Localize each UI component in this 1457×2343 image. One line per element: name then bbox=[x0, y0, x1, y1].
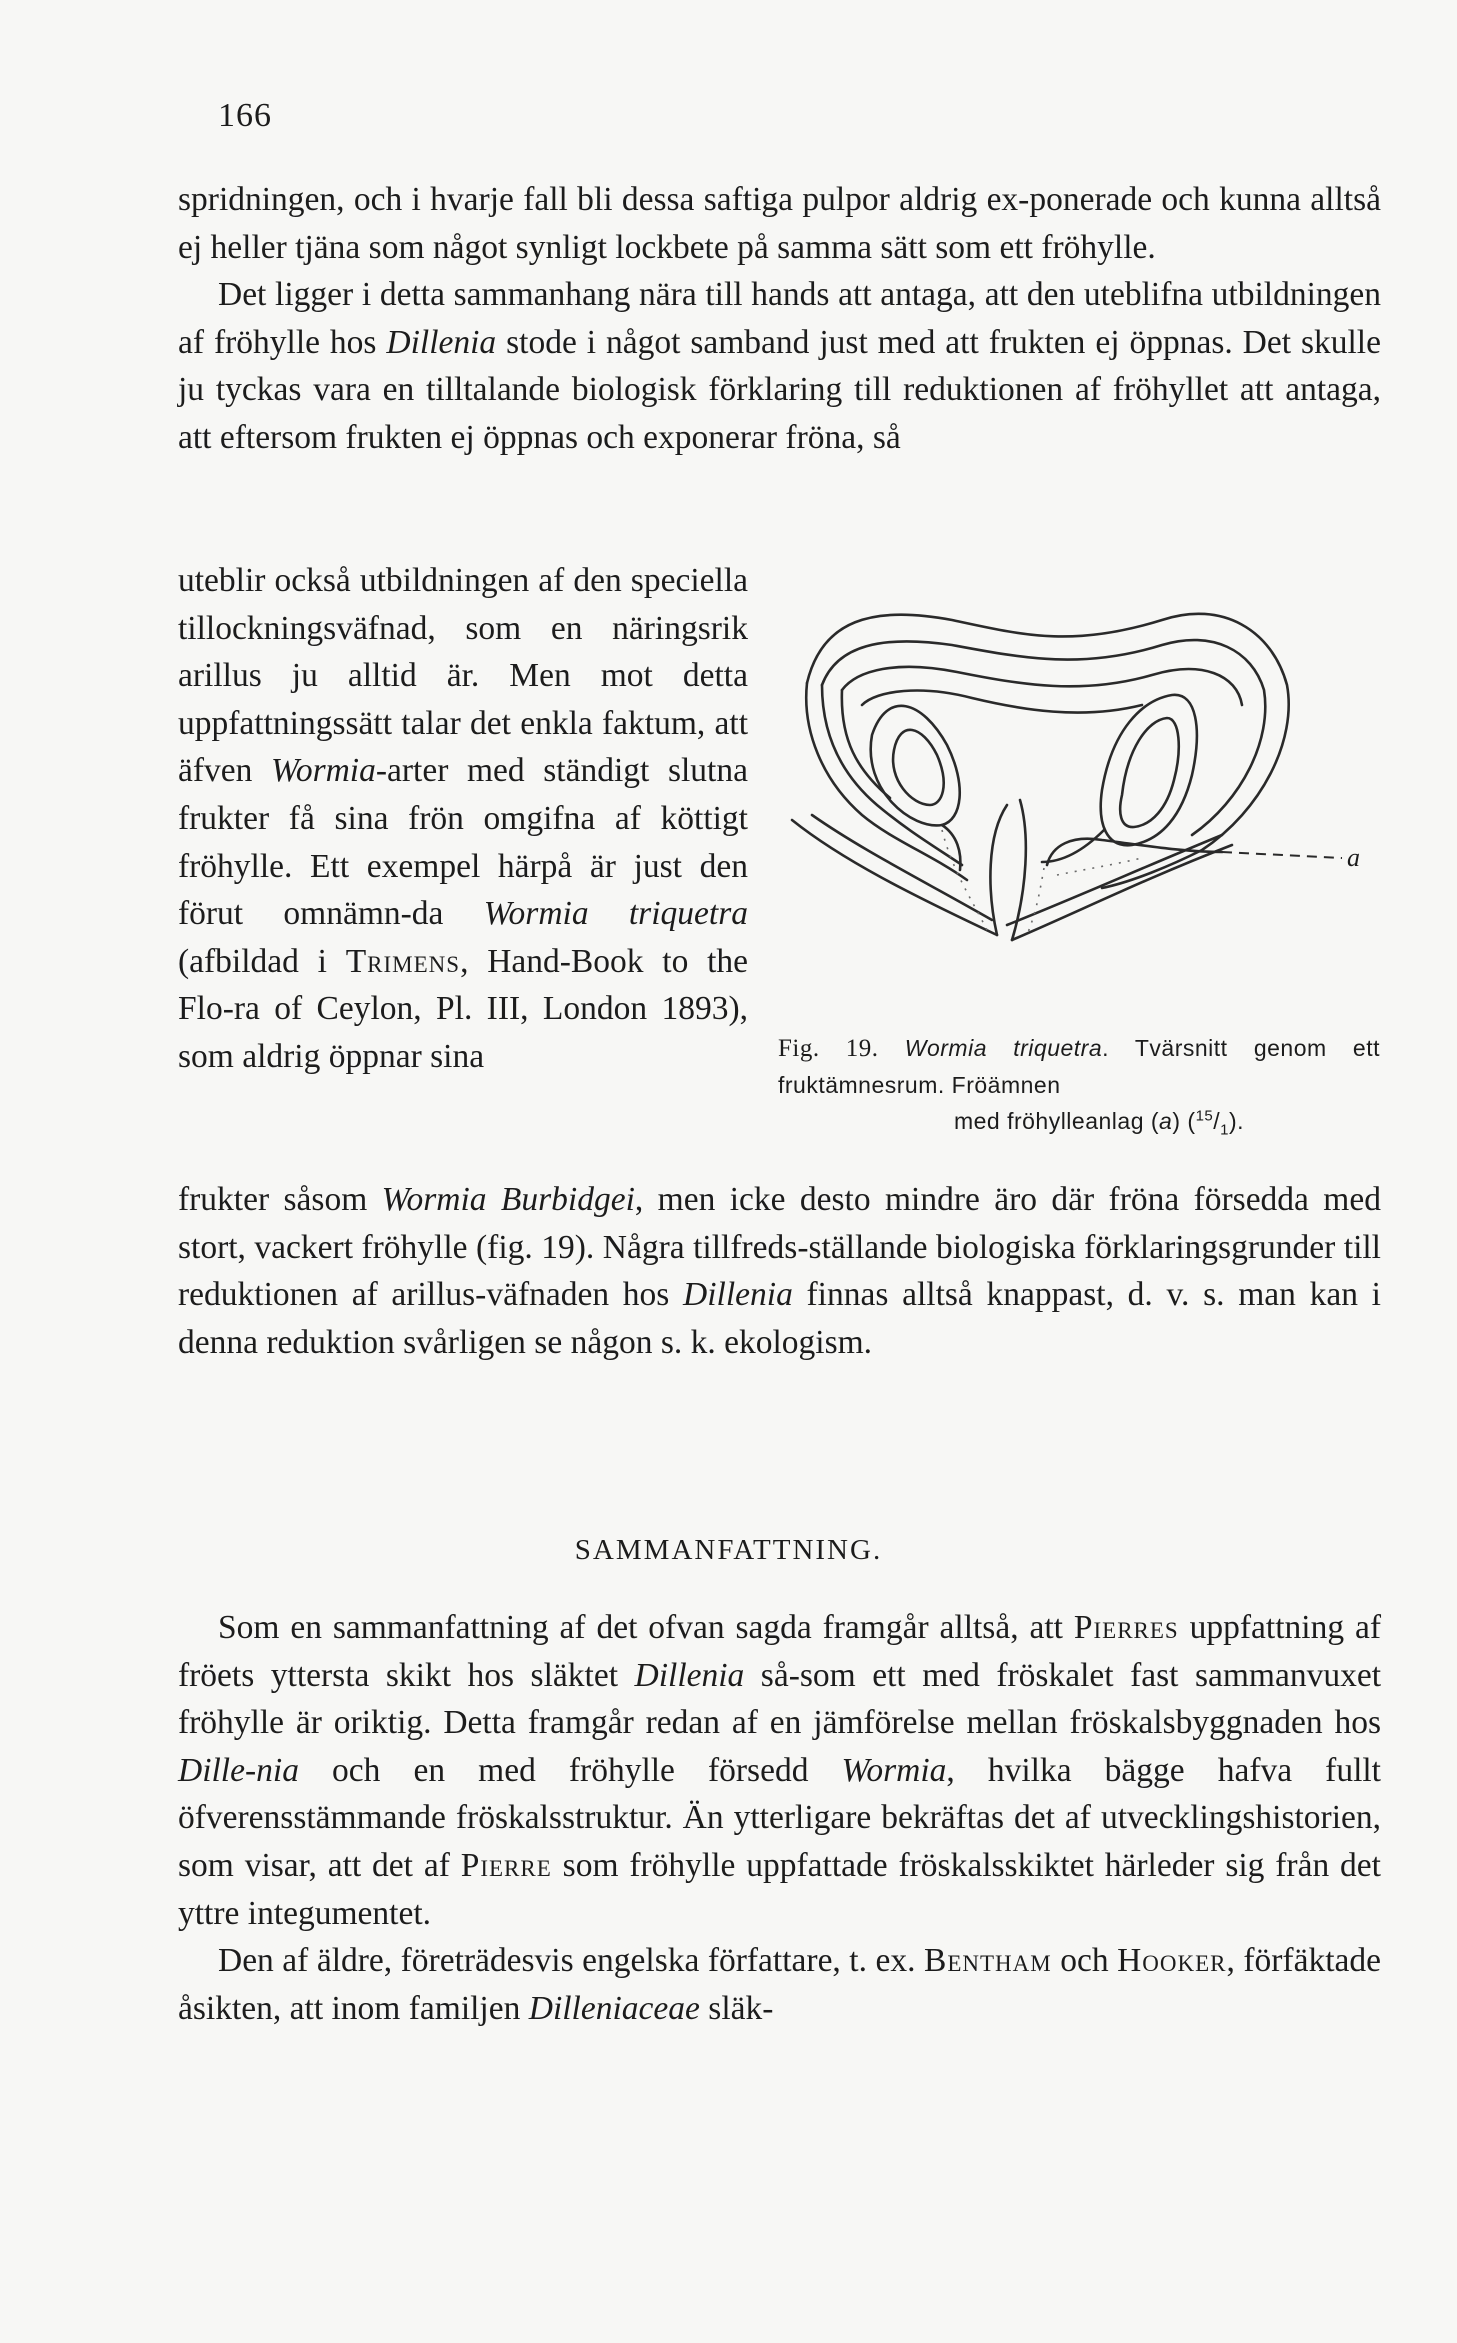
body-text-top bbox=[178, 176, 1381, 462]
central-septum bbox=[990, 805, 1007, 935]
dotted-tissue-1 bbox=[942, 830, 987, 930]
inner-wall-curve-2 bbox=[862, 691, 1142, 713]
section-heading: SAMMANFATTNING. bbox=[574, 1534, 883, 1566]
paragraph-2: Det ligger i detta sammanhang nära till hands att antaga, att den uteblifna utbildningen af fröhylle hos Dillenia stode i något samband just med att frukten ej öppnas. Det skulle ju tyckas vara en tilltalande biologisk förklaring till reduktionen af fröhyllet att antaga, att eftersom frukten ej öppnas och exponerar fröna, så bbox=[178, 276, 1381, 456]
lower-left-arm-2 bbox=[812, 815, 992, 920]
figure-19 bbox=[782, 590, 1382, 1020]
label-a: a bbox=[1347, 843, 1360, 872]
lower-right-arm-2 bbox=[1007, 835, 1222, 925]
dotted-tissue-2 bbox=[1027, 868, 1044, 935]
summary-paragraph-2: Den af äldre, företrädesvis engelska författare, t. ex. Bentham och Hooker, förfäktade åsikten, att inom familjen Dilleniaceae släk- bbox=[178, 1942, 1381, 2027]
paragraph-1: spridningen, och i hvarje fall bli dessa saftiga pulpor aldrig ex-ponerade och kunna alltså ej heller tjäna som något synligt lockbete på samma sätt som ett fröhylle. bbox=[178, 181, 1381, 266]
figure-caption: Fig. 19. Wormia triquetra. Tvärsnitt genom ett fruktämnesrum. Fröämnen med fröhylleanlag (a) $(^{15}/_1)$. bbox=[778, 1035, 1381, 1139]
left-ovule-outer bbox=[871, 706, 960, 826]
paragraph-2-continued: uteblir också utbildningen af den speciella tillockningsväfnad, som en näringsrik arillus ju alltid är. Men mot detta uppfattningssätt talar det enkla faktum, att äfven Wormia-arter med ständigt slutna frukter få sina frön omgifna af köttigt fröhylle. Ett exempel härpå är just den förut omnämn-da Wormia triquetra (afbildad i Trimens, Hand-Book to the Flo-ra of Ceylon, Pl. III, London 1893), som aldrig öppnar sina bbox=[178, 562, 748, 1075]
summary-paragraph-1: Som en sammanfattning af det ofvan sagda framgår alltså, att Pierres uppfattning af fröets yttersta skikt hos släktet Dillenia så-som ett med fröskalet fast sammanvuxet fröhylle är oriktig. Detta framgår redan af en jämförelse mellan fröskalsbyggnaden hos Dille-nia och en med fröhylle försedd Wormia, hvilka bägge hafva fullt öfverensstämmande fröskalsstruktur. Än ytterligare bekräftas det af utvecklingshistorien, som visar, att det af Pierre som fröhylle uppfattade fröskalsskiktet härleder sig från det yttre integumentet. bbox=[178, 1609, 1382, 1932]
fruit-cross-section-drawing bbox=[782, 590, 1382, 1020]
body-text-after-figure bbox=[178, 1176, 1381, 1366]
left-ovule-inner bbox=[893, 730, 944, 805]
inner-wall-curve-1 bbox=[842, 667, 1242, 705]
right-ovule-inner bbox=[1120, 718, 1179, 827]
outer-wall-curve bbox=[807, 614, 1289, 888]
arillus-outline bbox=[1047, 839, 1222, 865]
summary-text bbox=[178, 1604, 1381, 2032]
dotted-tissue-3 bbox=[1057, 858, 1142, 875]
page-number: 166 bbox=[218, 97, 272, 134]
body-text-beside-figure bbox=[178, 557, 748, 1081]
label-a-leader bbox=[1222, 852, 1342, 858]
left-wall-inner-2 bbox=[842, 690, 890, 798]
lower-right-arm bbox=[1012, 845, 1232, 940]
paragraph-2-end: frukter såsom Wormia Burbidgei, men icke desto mindre äro där fröna försedda med stort, vackert fröhylle (fig. 19). Några tillfreds-ställande biologiska förklaringsgrunder till reduktionen af arillus-väfnaden hos Dillenia finnas alltså knappast, d. v. s. man kan i denna reduktion svårligen se någon s. k. ekologism. bbox=[178, 1181, 1381, 1361]
